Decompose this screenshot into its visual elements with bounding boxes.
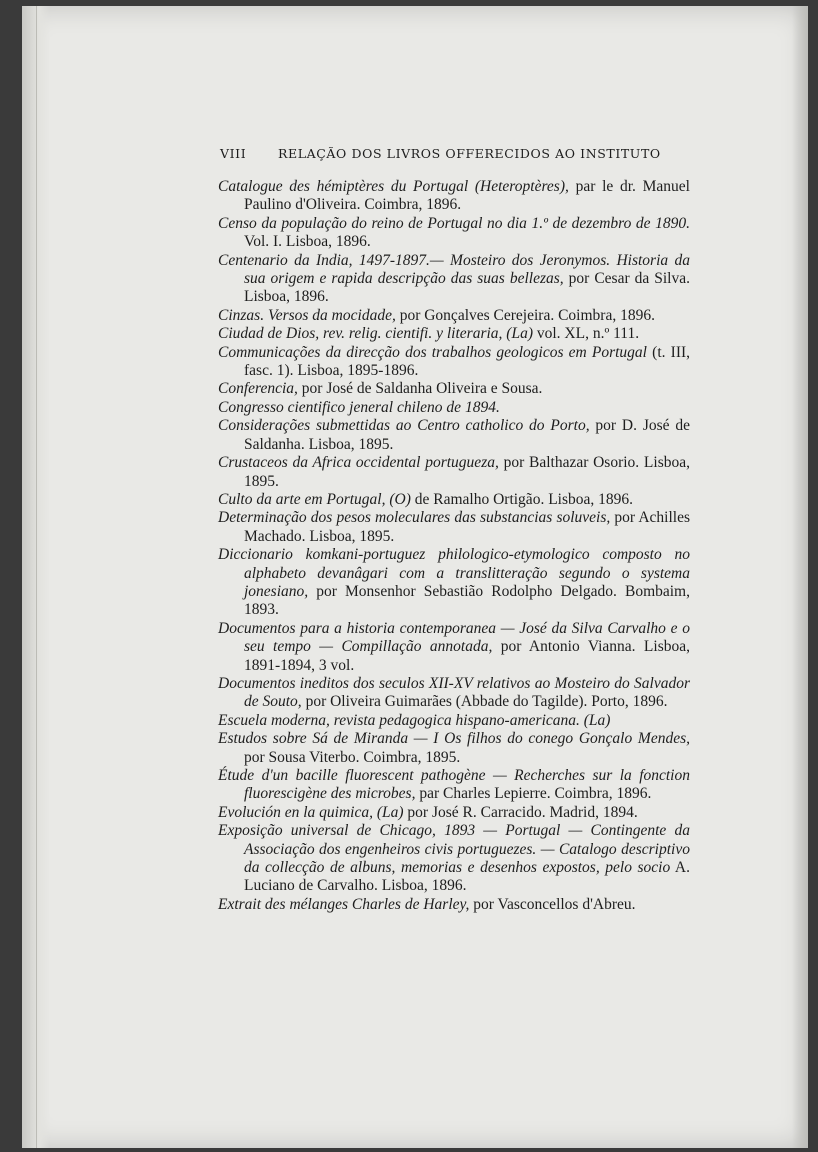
entry-title: Considerações submettidas ao Centro catholico do Porto, [218, 417, 590, 435]
entry-title: Crustaceos da Africa occidental portugueza, [218, 454, 499, 472]
entry-title: Escuela moderna, revista pedagogica hispano-americana. (La) [218, 711, 611, 729]
paper-right-edge [792, 6, 808, 1148]
entry-details: A. Luciano de Carvalho. Lisboa, 1896. [244, 859, 690, 895]
entry-title: Conferencia, [218, 380, 298, 398]
bibliography-entry [218, 509, 690, 546]
entry-details: por Monsenhor Sebastião Rodolpho Delgado. Bombaim, 1893. [244, 582, 690, 619]
bibliography-entry [218, 804, 690, 822]
bibliography-entry [218, 215, 690, 252]
entry-title: Communicações da direcção dos trabalhos geologicos em Portugal [218, 343, 647, 361]
paper-fold-line [36, 6, 37, 1148]
entry-title: Evolución en la quimica, (La) [218, 803, 404, 821]
entry-details: Vol. I. Lisboa, 1896. [244, 233, 371, 251]
bibliography-entry [218, 307, 690, 325]
bibliography-entry [218, 730, 690, 767]
entry-details: vol. XL, n.º 111. [532, 325, 640, 343]
entry-title: Cinzas. Versos da mocidade, [218, 306, 396, 324]
running-head [220, 146, 690, 161]
entry-details: por Vasconcellos d'Abreu. [469, 895, 636, 913]
entry-title: Documentos ineditos dos seculos XII-XV relativos ao Mosteiro do Salvador de Souto, [218, 674, 690, 711]
entry-details: por D. José de Saldanha. Lisboa, 1895. [244, 417, 690, 453]
entry-details: por Oliveira Guimarães (Abbade do Tagilde). Porto, 1896. [301, 693, 668, 711]
entry-title: Congresso cientifico jeneral chileno de 1894. [218, 398, 500, 416]
bibliography-entry [218, 675, 690, 712]
entry-details: de Ramalho Ortigão. Lisboa, 1896. [410, 490, 633, 508]
entry-details: por Sousa Viterbo. Coimbra, 1895. [244, 748, 461, 766]
entry-details: por Balthazar Osorio. Lisboa, 1895. [244, 454, 690, 490]
bibliography-entry [218, 620, 690, 675]
entry-title: Determinação dos pesos moleculares das substancias soluveis, [218, 509, 611, 527]
entry-title: Extrait des mélanges Charles de Harley, [218, 895, 470, 913]
entry-title: Ciudad de Dios, rev. relig. cientifi. y literaria, (La) [218, 325, 533, 343]
entry-title: Étude d'un bacille fluorescent pathogène — Recherches sur la fonction fluorescigène des microbes, [218, 767, 690, 803]
entry-title: Culto da arte em Portugal, (O) [218, 490, 411, 508]
entry-title: Diccionario komkani-portuguez philologico-etymologico composto no alphabeto devanâgari com a translitteração segundo o systema jonesiano, [218, 546, 690, 600]
page-number: VIII [220, 146, 247, 161]
bibliography-entry [218, 252, 690, 307]
bibliography-entry [218, 712, 690, 730]
bibliography-entry [218, 344, 690, 381]
entry-title: Exposição universal de Chicago, 1893 — Portugal — Contingente da Associação dos engenheiros civis portuguezes. — Catalogo descriptivo da collecção de albuns, memorias e desenhos expostos, pelo socio [218, 822, 690, 877]
bibliography-entry [218, 767, 690, 804]
bibliography-entry [218, 454, 690, 491]
entry-details: par le dr. Manuel Paulino d'Oliveira. Coimbra, 1896. [244, 178, 690, 214]
entry-details: por José R. Carracido. Madrid, 1894. [403, 803, 638, 821]
bibliography-list [218, 178, 690, 914]
entry-title: Documentos para a historia contemporanea — José da Silva Carvalho e o seu tempo — Compillação annotada, [218, 619, 690, 656]
entry-details: por Cesar da Silva. Lisboa, 1896. [244, 270, 690, 306]
entry-details: par Charles Lepierre. Coimbra, 1896. [415, 785, 652, 803]
bibliography-entry [218, 399, 690, 417]
bibliography-entry [218, 546, 690, 620]
entry-title: Censo da população do reino de Portugal no dia 1.º de dezembro de 1890. [218, 214, 690, 232]
entry-title: Centenario da India, 1497-1897.— Mosteiro dos Jeronymos. Historia da sua origem e rapida descripção das suas bellezas, [218, 251, 690, 288]
entry-details: por Gonçalves Cerejeira. Coimbra, 1896. [395, 306, 655, 324]
entry-details: (t. III, fasc. 1). Lisboa, 1895-1896. [244, 343, 691, 380]
bibliography-entry [218, 491, 690, 509]
bibliography-entry [218, 325, 690, 343]
bibliography-entry [218, 896, 690, 914]
bibliography-entry [218, 380, 690, 398]
entry-details: por Achilles Machado. Lisboa, 1895. [244, 509, 690, 545]
bibliography-entry [218, 178, 690, 215]
entry-title: Catalogue des hémiptères du Portugal (Heteroptères), [218, 178, 569, 195]
running-title: RELAÇÃO DOS LIVROS OFFERECIDOS AO INSTITUTO [278, 146, 661, 161]
bibliography-entry [218, 417, 690, 454]
entry-title: Estudos sobre Sá de Miranda — I Os filhos do conego Gonçalo Mendes, [218, 730, 690, 748]
entry-details: por Antonio Vianna. Lisboa, 1891-1894, 3 vol. [244, 638, 690, 674]
entry-details: por José de Saldanha Oliveira e Sousa. [297, 380, 543, 398]
bibliography-entry [218, 822, 690, 896]
